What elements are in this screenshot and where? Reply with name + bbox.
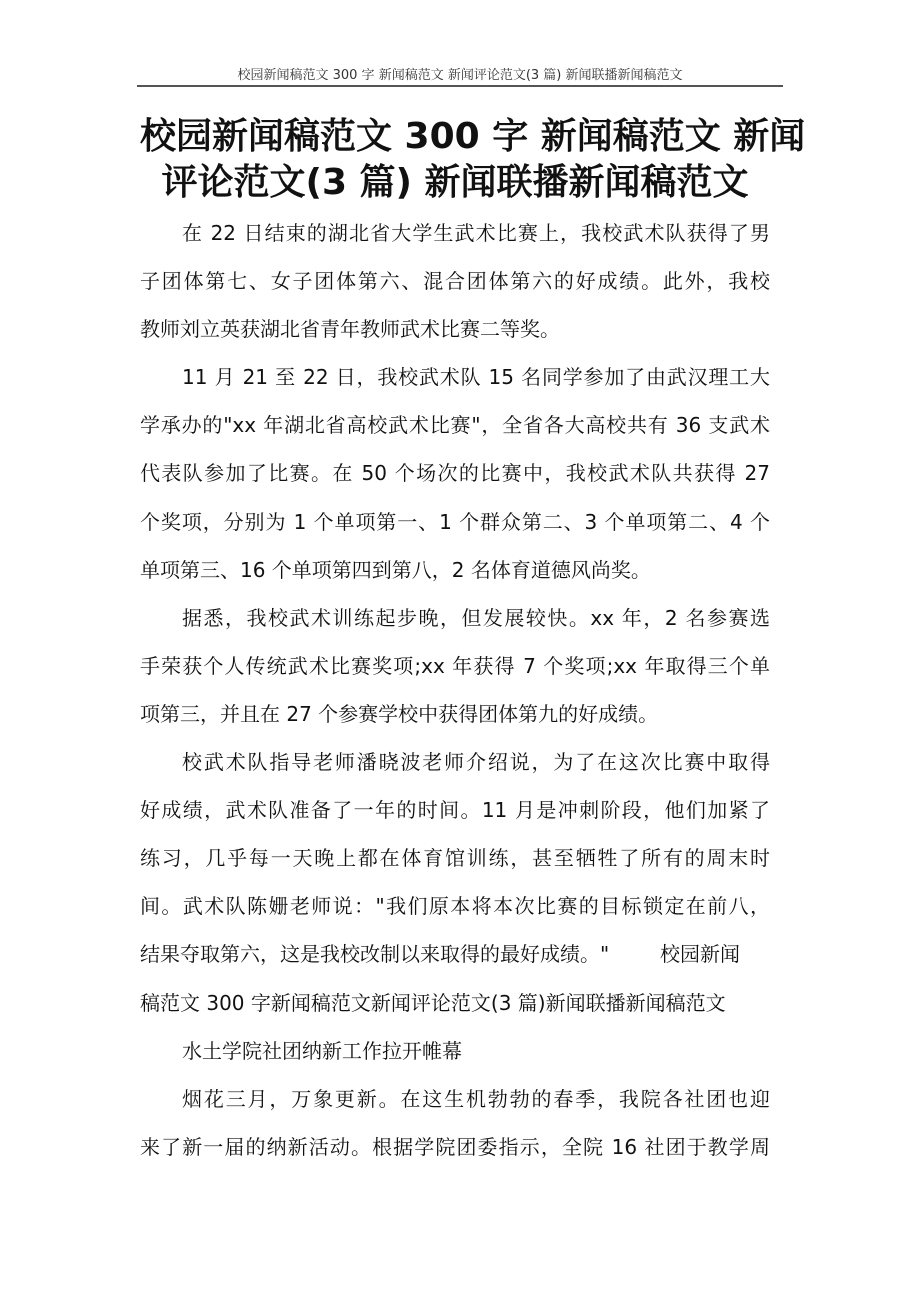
body-line: 稿范文 300 字新闻稿范文新闻评论范文(3 篇)新闻联播新闻稿范文 — [140, 990, 726, 1015]
body-line: 项第三，并且在 27 个参赛学校中获得团体第九的好成绩。 — [140, 701, 659, 726]
body-line: 11 月 21 至 22 日，我校武术队 15 名同学参加了由武汉理工大 — [182, 365, 770, 390]
document-body — [140, 209, 770, 1171]
body-line: 练习，几乎每一天晚上都在体育馆训练，甚至牺牲了所有的周末时 — [140, 846, 770, 871]
body-line: 在 22 日结束的湖北省大学生武术比赛上，我校武术队获得了男 — [182, 221, 770, 245]
header-divider — [137, 85, 783, 87]
title-line: 评论范文(3 篇) 新闻联播新闻稿范文 — [161, 162, 749, 203]
body-line: 烟花三月，万象更新。在这生机勃勃的春季，我院各社团也迎 — [182, 1086, 770, 1111]
body-line: 间。武术队陈姗老师说："我们原本将本次比赛的目标锁定在前八， — [140, 894, 770, 919]
body-line: 好成绩，武术队准备了一年的时间。11 月是冲刺阶段，他们加紧了 — [140, 798, 770, 823]
body-line: 学承办的"xx 年湖北省高校武术比赛"，全省各大高校共有 36 支武术 — [140, 413, 770, 438]
body-line: 子团体第七、女子团体第六、混合团体第六的好成绩。此外，我校 — [140, 269, 770, 294]
body-line: 手荣获个人传统武术比赛奖项;xx 年获得 7 个奖项;xx 年取得三个单 — [140, 653, 770, 678]
running-header: 校园新闻稿范文 300 字 新闻稿范文 新闻评论范文(3 篇) 新闻联播新闻稿范文 — [237, 68, 683, 83]
body-line: 校武术队指导老师潘晓波老师介绍说，为了在这次比赛中取得 — [182, 750, 770, 775]
body-line: 结果夺取第六，这是我校改制以来取得的最好成绩。" 校园新闻 — [140, 942, 741, 967]
title-line: 校园新闻稿范文 300 字 新闻稿范文 新闻 — [140, 116, 806, 157]
body-line: 单项第三、16 个单项第四到第八，2 名体育道德风尚奖。 — [140, 557, 651, 582]
body-line: 个奖项，分别为 1 个单项第一、1 个群众第二、3 个单项第二、4 个 — [140, 509, 770, 534]
document-title — [140, 114, 806, 206]
body-line: 教师刘立英获湖北省青年教师武术比赛二等奖。 — [140, 317, 560, 342]
body-line: 代表队参加了比赛。在 50 个场次的比赛中，我校武术队共获得 27 — [140, 461, 770, 486]
section-heading: 水土学院社团纳新工作拉开帷幕 — [182, 1038, 462, 1063]
body-line: 来了新一届的纳新活动。根据学院团委指示，全院 16 社团于教学周 — [140, 1134, 770, 1159]
body-line: 据悉，我校武术训练起步晚，但发展较快。xx 年，2 名参赛选 — [182, 605, 770, 630]
